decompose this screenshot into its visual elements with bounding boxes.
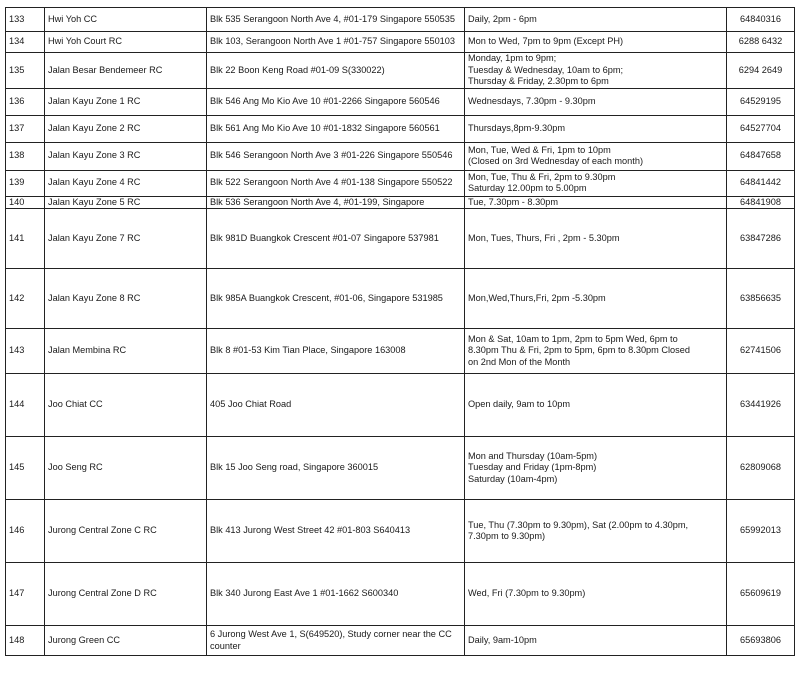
- phone-number-cell: 62741506: [727, 329, 795, 374]
- opening-hours-line: Thursday & Friday, 2.30pm to 6pm: [468, 76, 609, 86]
- table-row: [6, 374, 795, 437]
- address-cell: Blk 413 Jurong West Street 42 #01-803 S640413: [207, 500, 465, 563]
- table-row: [6, 8, 795, 32]
- row-number-cell: 143: [6, 329, 45, 374]
- opening-hours-cell: [465, 329, 727, 374]
- table-row: [6, 142, 795, 170]
- address-cell: Blk 8 #01-53 Kim Tian Place, Singapore 163008: [207, 329, 465, 374]
- opening-hours-line: Daily, 9am-10pm: [468, 634, 537, 645]
- address-cell: Blk 985A Buangkok Crescent, #01-06, Singapore 531985: [207, 269, 465, 329]
- opening-hours-cell: [465, 196, 727, 209]
- centre-name-cell: Jurong Green CC: [45, 626, 207, 656]
- row-number-cell: 140: [6, 196, 45, 209]
- opening-hours-cell: [465, 170, 727, 196]
- centre-name-cell: Jalan Kayu Zone 1 RC: [45, 88, 207, 115]
- table-row: [6, 209, 795, 269]
- centre-name-cell: Jurong Central Zone D RC: [45, 563, 207, 626]
- centre-name-cell: Joo Chiat CC: [45, 374, 207, 437]
- phone-number-cell: 65992013: [727, 500, 795, 563]
- opening-hours-cell: [465, 115, 727, 142]
- opening-hours-line: Monday, 1pm to 9pm;: [468, 53, 557, 63]
- row-number-cell: 145: [6, 437, 45, 500]
- opening-hours-cell: [465, 209, 727, 269]
- opening-hours-line: 7.30pm to 9.30pm): [468, 531, 546, 541]
- address-cell: Blk 22 Boon Keng Road #01-09 S(330022): [207, 53, 465, 89]
- opening-hours-line: on 2nd Mon of the Month: [468, 356, 571, 367]
- table-row: [6, 437, 795, 500]
- address-cell: Blk 536 Serangoon North Ave 4, #01-199, Singapore: [207, 196, 465, 209]
- phone-number-cell: 6294 2649: [727, 53, 795, 89]
- centre-name-cell: Jalan Kayu Zone 2 RC: [45, 115, 207, 142]
- address-cell: Blk 546 Ang Mo Kio Ave 10 #01-2266 Singapore 560546: [207, 88, 465, 115]
- phone-number-cell: 64529195: [727, 88, 795, 115]
- opening-hours-line: Mon, Tue, Wed & Fri, 1pm to 10pm: [468, 144, 611, 155]
- opening-hours-cell: [465, 88, 727, 115]
- opening-hours-line: Open daily, 9am to 10pm: [468, 399, 570, 410]
- address-cell: Blk 546 Serangoon North Ave 3 #01-226 Singapore 550546: [207, 142, 465, 170]
- centre-name-cell: Jalan Kayu Zone 8 RC: [45, 269, 207, 329]
- table-row: [6, 196, 795, 209]
- opening-hours-line: Thursdays,8pm-9.30pm: [468, 122, 566, 133]
- table-row: [6, 563, 795, 626]
- opening-hours-line: Saturday (10am-4pm): [468, 473, 558, 484]
- opening-hours-line: Wednesdays, 7.30pm - 9.30pm: [468, 95, 596, 106]
- opening-hours-line: Mon & Sat, 10am to 1pm, 2pm to 5pm Wed, 6pm to: [468, 333, 678, 344]
- opening-hours-cell: [465, 500, 727, 563]
- address-cell: Blk 981D Buangkok Crescent #01-07 Singapore 537981: [207, 209, 465, 269]
- opening-hours-line: Saturday 12.00pm to 5.00pm: [468, 183, 587, 193]
- opening-hours-line: Tue, Thu (7.30pm to 9.30pm), Sat (2.00pm to 4.30pm,: [468, 519, 689, 530]
- row-number-cell: 147: [6, 563, 45, 626]
- phone-number-cell: 63856635: [727, 269, 795, 329]
- address-cell: Blk 522 Serangoon North Ave 4 #01-138 Singapore 550522: [207, 170, 465, 196]
- opening-hours-line: Mon, Tue, Thu & Fri, 2pm to 9.30pm: [468, 171, 616, 182]
- row-number-cell: 137: [6, 115, 45, 142]
- phone-number-cell: 64847658: [727, 142, 795, 170]
- phone-number-cell: 65609619: [727, 563, 795, 626]
- row-number-cell: 135: [6, 53, 45, 89]
- opening-hours-cell: [465, 374, 727, 437]
- row-number-cell: 144: [6, 374, 45, 437]
- phone-number-cell: 64527704: [727, 115, 795, 142]
- address-cell: Blk 15 Joo Seng road, Singapore 360015: [207, 437, 465, 500]
- opening-hours-line: 8.30pm Thu & Fri, 2pm to 5pm, 6pm to 8.30pm Closed: [468, 345, 690, 356]
- table-row: [6, 32, 795, 53]
- opening-hours-cell: [465, 53, 727, 89]
- centre-name-cell: Jalan Kayu Zone 3 RC: [45, 142, 207, 170]
- opening-hours-cell: [465, 8, 727, 32]
- row-number-cell: 148: [6, 626, 45, 656]
- centre-name-cell: Jalan Membina RC: [45, 329, 207, 374]
- table-row: [6, 115, 795, 142]
- address-cell: Blk 535 Serangoon North Ave 4, #01-179 Singapore 550535: [207, 8, 465, 32]
- opening-hours-line: Tuesday and Friday (1pm-8pm): [468, 462, 597, 473]
- opening-hours-cell: [465, 32, 727, 53]
- centre-name-cell: Jalan Kayu Zone 7 RC: [45, 209, 207, 269]
- opening-hours-line: Mon, Tues, Thurs, Fri , 2pm - 5.30pm: [468, 232, 620, 243]
- phone-number-cell: 62809068: [727, 437, 795, 500]
- table-body: [6, 8, 795, 656]
- opening-hours-cell: [465, 142, 727, 170]
- centre-name-cell: Hwi Yoh CC: [45, 8, 207, 32]
- address-cell: Blk 103, Serangoon North Ave 1 #01-757 Singapore 550103: [207, 32, 465, 53]
- table-row: [6, 88, 795, 115]
- centre-name-cell: Jalan Kayu Zone 5 RC: [45, 196, 207, 209]
- phone-number-cell: 64841908: [727, 196, 795, 209]
- phone-number-cell: 63847286: [727, 209, 795, 269]
- centre-name-cell: Jalan Besar Bendemeer RC: [45, 53, 207, 89]
- centre-name-cell: Jalan Kayu Zone 4 RC: [45, 170, 207, 196]
- opening-hours-line: Wed, Fri (7.30pm to 9.30pm): [468, 588, 586, 599]
- opening-hours-cell: [465, 269, 727, 329]
- row-number-cell: 139: [6, 170, 45, 196]
- row-number-cell: 133: [6, 8, 45, 32]
- centre-name-cell: Hwi Yoh Court RC: [45, 32, 207, 53]
- opening-hours-cell: [465, 563, 727, 626]
- opening-hours-cell: [465, 626, 727, 656]
- address-cell: 405 Joo Chiat Road: [207, 374, 465, 437]
- opening-hours-line: Mon and Thursday (10am-5pm): [468, 450, 598, 461]
- opening-hours-cell: [465, 437, 727, 500]
- opening-hours-line: Mon to Wed, 7pm to 9pm (Except PH): [468, 36, 624, 47]
- opening-hours-line: Daily, 2pm - 6pm: [468, 13, 537, 24]
- phone-number-cell: 64841442: [727, 170, 795, 196]
- opening-hours-line: Mon,Wed,Thurs,Fri, 2pm -5.30pm: [468, 292, 606, 303]
- row-number-cell: 141: [6, 209, 45, 269]
- row-number-cell: 134: [6, 32, 45, 53]
- address-cell: Blk 340 Jurong East Ave 1 #01-1662 S600340: [207, 563, 465, 626]
- phone-number-cell: 6288 6432: [727, 32, 795, 53]
- table-row: [6, 170, 795, 196]
- phone-number-cell: 65693806: [727, 626, 795, 656]
- opening-hours-line: Tuesday & Wednesday, 10am to 6pm;: [468, 64, 624, 75]
- opening-hours-line: (Closed on 3rd Wednesday of each month): [468, 156, 644, 166]
- table-row: [6, 269, 795, 329]
- table-row: [6, 500, 795, 563]
- row-number-cell: 142: [6, 269, 45, 329]
- row-number-cell: 136: [6, 88, 45, 115]
- row-number-cell: 138: [6, 142, 45, 170]
- address-cell: Blk 561 Ang Mo Kio Ave 10 #01-1832 Singapore 560561: [207, 115, 465, 142]
- row-number-cell: 146: [6, 500, 45, 563]
- phone-number-cell: 63441926: [727, 374, 795, 437]
- opening-hours-line: Tue, 7.30pm - 8.30pm: [468, 196, 559, 207]
- centre-name-cell: Joo Seng RC: [45, 437, 207, 500]
- centre-name-cell: Jurong Central Zone C RC: [45, 500, 207, 563]
- rc-directory-table: [5, 7, 795, 656]
- phone-number-cell: 64840316: [727, 8, 795, 32]
- table-row: [6, 53, 795, 89]
- table-row: [6, 329, 795, 374]
- table-row: [6, 626, 795, 656]
- address-cell: 6 Jurong West Ave 1, S(649520), Study corner near the CC counter: [207, 626, 465, 656]
